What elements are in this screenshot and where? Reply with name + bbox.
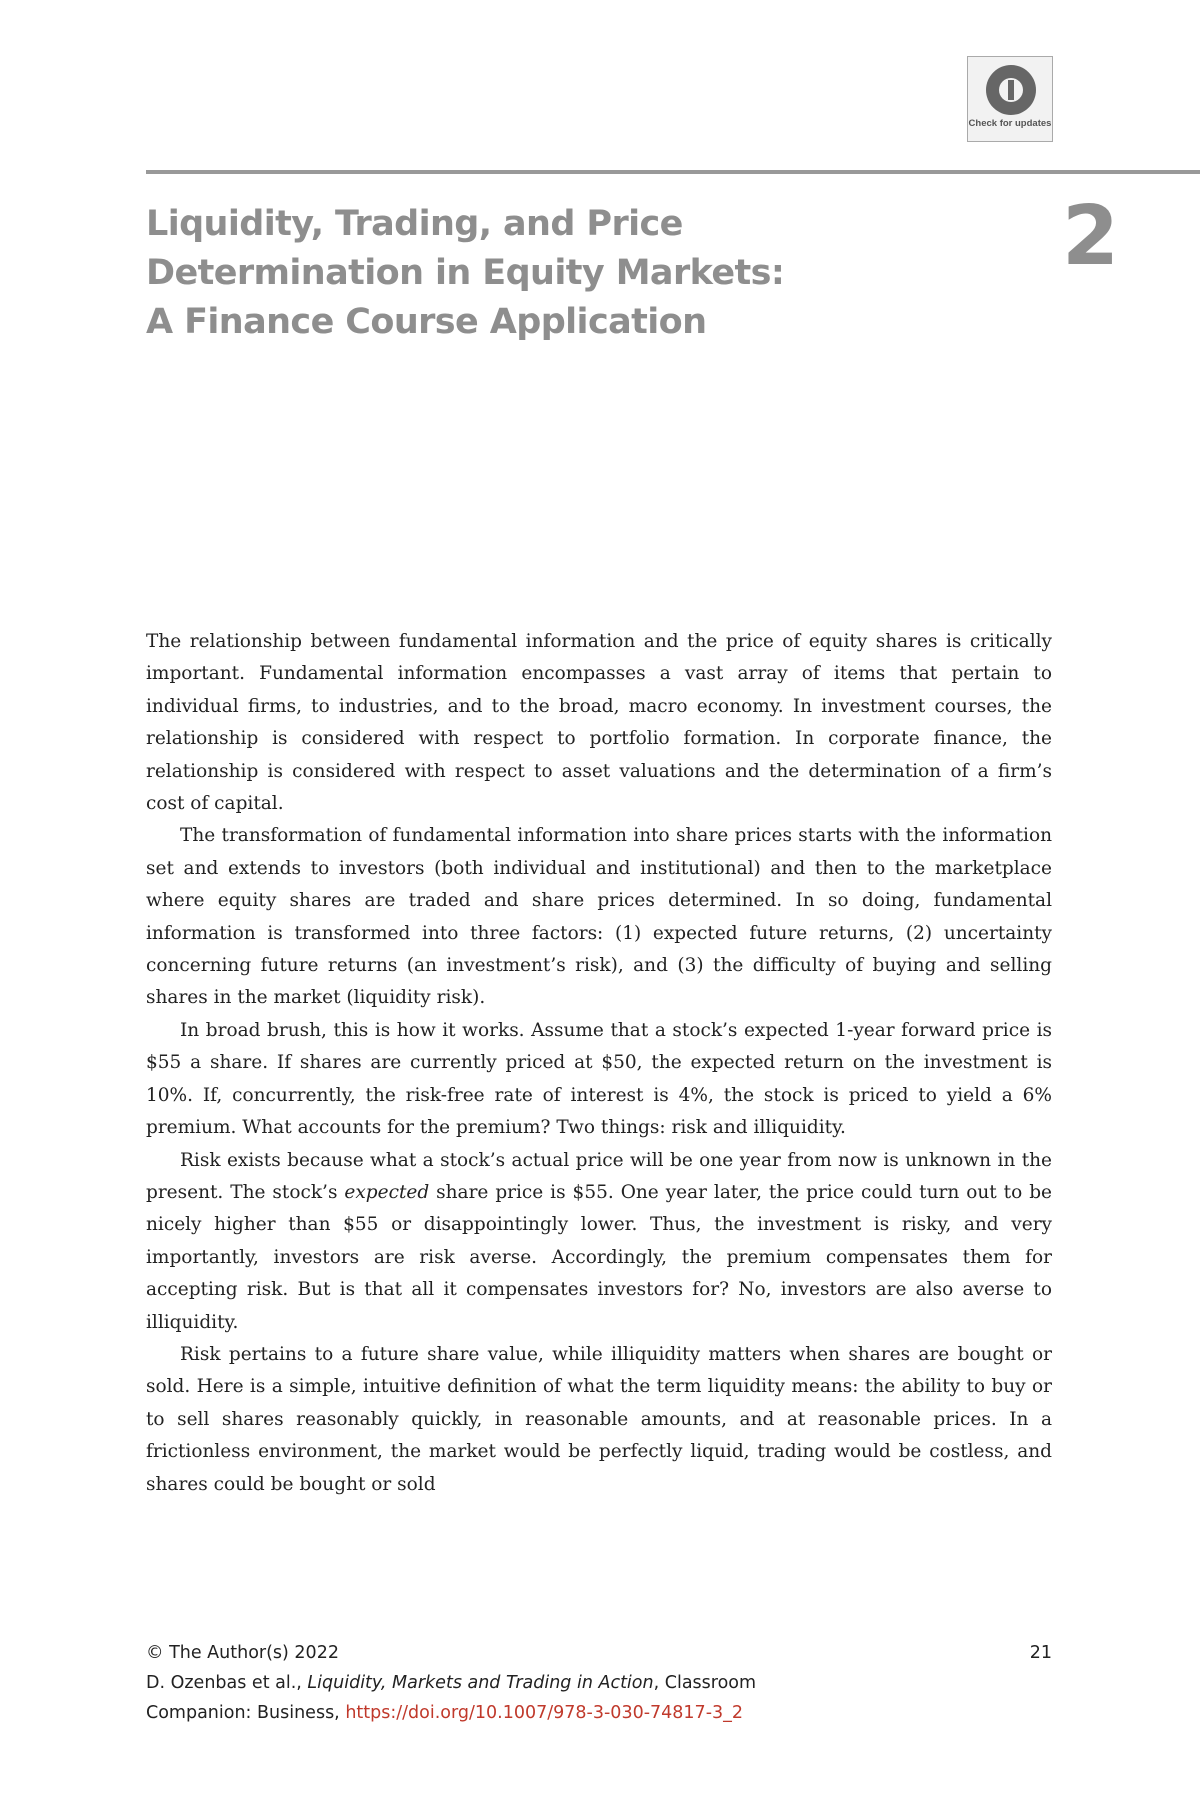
paragraph-4-italic: expected (344, 1181, 430, 1203)
page-footer (146, 1638, 1052, 1728)
chapter-title-line-3: A Finance Course Application (146, 302, 707, 342)
body-text (146, 626, 1052, 1501)
chapter-number: 2 (1062, 189, 1120, 284)
book-title: Liquidity, Markets and Trading in Action (307, 1673, 654, 1693)
crossmark-icon (986, 65, 1036, 115)
doi-link[interactable]: https://doi.org/10.1007/978-3-030-74817-3_2 (345, 1703, 744, 1723)
chapter-title (146, 200, 926, 347)
citation-line (146, 1668, 1052, 1698)
paragraph-5: Risk pertains to a future share value, while illiquidity matters when shares are bought or sold. Here is a simple, intuitive definition of what the term liquidity means: the ability to buy or to sell shares reasonably quickly, in reasonable amounts, and at reasonable prices. In a frictionless environment, the market would be perfectly liquid, trading would be costless, and shares could be bought or sold (146, 1343, 1052, 1495)
paragraph-3: In broad brush, this is how it works. Assume that a stock’s expected 1-year forward price is $55 a share. If shares are currently priced at $50, the expected return on the investment is 10%. If, concurrently, the risk-free rate of interest is 4%, the stock is priced to yield a 6% premium. What accounts for the premium? Two things: risk and illiquidity. (146, 1019, 1052, 1139)
series-line (146, 1698, 1052, 1728)
series-prefix: Companion: Business, (146, 1703, 346, 1723)
chapter-title-line-1: Liquidity, Trading, and Price (146, 204, 683, 244)
paragraph-4-after: share price is $55. One year later, the price could turn out to be nicely higher than $55 or disappointingly lower. Thus, the investment is risky, and very importantly, investors are risk averse. Accordingly, the premium compensates them for accepting risk. But is that all it compensates investors for? No, investors are also averse to illiquidity. (146, 1181, 1052, 1333)
paragraph-1: The relationship between fundamental information and the price of equity shares is critically important. Fundamental information encompasses a vast array of items that pertain to individual firms, to industries, and to the broad, macro economy. In investment courses, the relationship is considered with respect to portfolio formation. In corporate finance, the relationship is considered with respect to asset valuations and the determination of a firm’s cost of capital. (146, 631, 1052, 815)
paragraph-4-before: Risk exists because what a stock’s actual price will be one year from now is unknown in the present. The stock’s (146, 1149, 1052, 1203)
chapter-header-rule (146, 170, 1200, 174)
citation-prefix: D. Ozenbas et al., (146, 1673, 308, 1693)
paragraph-2: The transformation of fundamental information into share prices starts with the information set and extends to investors (both individual and institutional) and then to the marketplace where equity shares are traded and share prices determined. In so doing, fundamental information is transformed into three factors: (1) expected future returns, (2) uncertainty concerning future returns (an investment’s risk), and (3) the difficulty of buying and selling shares in the market (liquidity risk). (146, 825, 1052, 1009)
paragraph-4 (146, 1145, 1052, 1339)
citation-suffix: , Classroom (653, 1673, 757, 1693)
copyright-line: © The Author(s) 2022 (146, 1643, 339, 1663)
chapter-title-line-2: Determination in Equity Markets: (146, 253, 785, 293)
check-for-updates-badge[interactable] (967, 56, 1053, 142)
badge-label: Check for updates (968, 118, 1052, 129)
page-number: 21 (1029, 1643, 1052, 1663)
